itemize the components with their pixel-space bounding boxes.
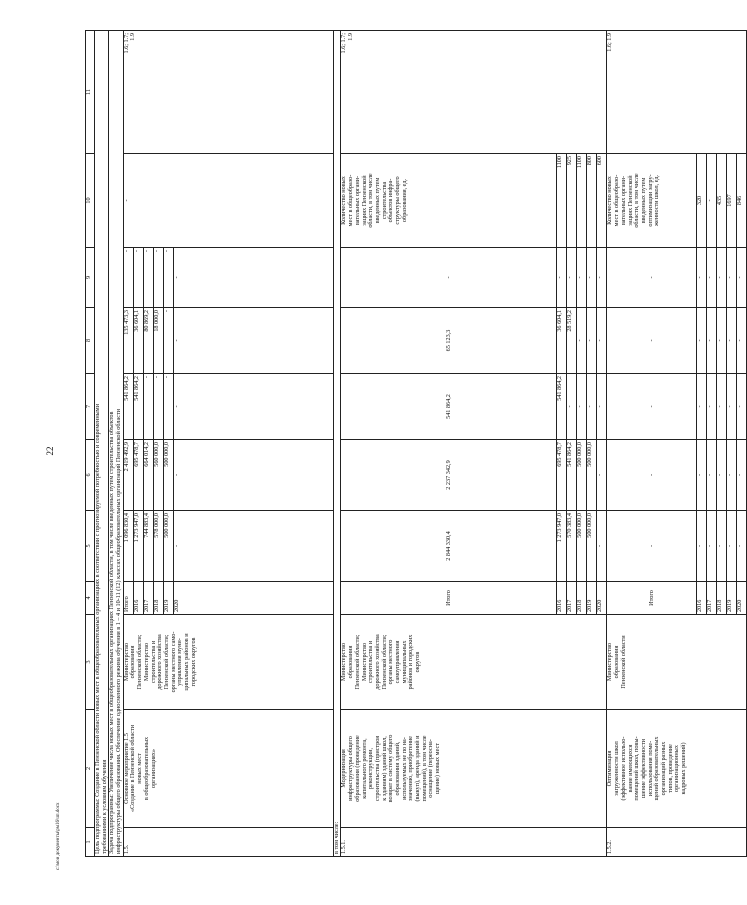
year-cell: 2016: [697, 582, 707, 615]
value-cell: -: [163, 308, 173, 374]
value-cell: -: [577, 248, 587, 308]
indicator-refs: 1.6; 1.7; 1.9: [341, 31, 607, 154]
value-cell: 135 473,3: [123, 308, 133, 374]
row-number: 1.5.2.: [607, 828, 747, 857]
table-row: [341, 31, 557, 857]
responsible-executor: Министерство образования Пензенской области; Министерство строительства и дорожного хозяйства Пензенской области; органы местного само- управления муни- ципальных районов и городских округов: [123, 615, 333, 710]
value-cell: 2 237 342,9: [341, 440, 557, 511]
indicator-value: 435: [717, 154, 727, 248]
indicator-value: 800: [587, 154, 597, 248]
value-cell: -: [587, 308, 597, 374]
value-cell: -: [737, 511, 747, 582]
value-cell: 560 000,0: [153, 440, 163, 511]
value-cell: -: [153, 248, 163, 308]
value-cell: -: [587, 248, 597, 308]
value-cell: 541 864,2: [133, 374, 143, 440]
value-cell: -: [597, 440, 607, 511]
value-cell: -: [173, 374, 333, 440]
value-cell: -: [153, 374, 163, 440]
value-cell: -: [173, 308, 333, 374]
measure-name: Основное мероприятие 1.5 «Создание в Пензенской области новых мест в общеобразовательных организациях»: [123, 710, 333, 828]
value-cell: -: [697, 374, 707, 440]
value-cell: -: [567, 248, 577, 308]
col-header-8: 8: [86, 308, 95, 374]
value-cell: -: [707, 308, 717, 374]
value-cell: 541 864,2: [341, 374, 557, 440]
row-number: 1.5.: [123, 828, 333, 857]
value-cell: 570 383,4: [567, 511, 577, 582]
value-cell: 1 096 830,4: [123, 511, 133, 582]
value-cell: 65 123,3: [341, 308, 557, 374]
col-header-6: 6: [86, 440, 95, 511]
task-row: [109, 31, 123, 857]
value-cell: -: [707, 248, 717, 308]
value-cell: -: [697, 511, 707, 582]
value-cell: -: [587, 374, 597, 440]
value-cell: -: [717, 248, 727, 308]
year-cell: 2019: [163, 582, 173, 615]
col-header-5: 5: [86, 511, 95, 582]
measure-name: Оптимизация загруженности школ (эффективное использо- вание имеющихся помещений школ, повы- шение эффективности использования поме- щений образовательных организаций разных типов, проведение организационных кадровых решений): [607, 710, 747, 828]
table-row: [607, 31, 697, 857]
value-cell: -: [727, 248, 737, 308]
indicator-value: -: [707, 154, 717, 248]
value-cell: 664 014,2: [143, 440, 153, 511]
value-cell: 36 604,1: [133, 308, 143, 374]
indicator-value: 846: [737, 154, 747, 248]
value-cell: -: [707, 374, 717, 440]
value-cell: 500 000,0: [163, 511, 173, 582]
measure-name: Модернизация инфраструктуры общего образования (проведение капитального ремонта, реконструкции, строительства (пристроя к зданиям) зданий школ, возврат в систему общего образования зданий, используемых не по на- значению, приобретение (выкуп), аренда зданий и помещений), в том числе оснащение (переосна- щение) новых мест: [341, 710, 607, 828]
value-cell: 2 844 330,4: [341, 511, 557, 582]
col-header-9: 9: [86, 248, 95, 308]
year-cell: 2016: [133, 582, 143, 615]
indicator-description: Количество новых мест в общеобразо- вательных органи- зациях Пензенской области, в том числе введенных путем строительства объектов инфра- структуры общего образования, ед.: [341, 154, 557, 248]
value-cell: -: [727, 511, 737, 582]
indicator-value: 1100: [557, 154, 567, 248]
value-cell: 500 000,0: [577, 511, 587, 582]
value-cell: -: [607, 440, 697, 511]
col-header-7: 7: [86, 374, 95, 440]
indicator-refs: 1.6; 1.9: [607, 31, 747, 154]
value-cell: -: [727, 374, 737, 440]
year-cell: 2020: [737, 582, 747, 615]
year-cell: Итого: [123, 582, 133, 615]
col-header-3: 3: [86, 615, 95, 710]
value-cell: -: [607, 308, 697, 374]
in-total-row: [333, 31, 341, 857]
value-cell: 541 864,2: [567, 440, 577, 511]
col-header-1: 1: [86, 828, 95, 857]
value-cell: -: [173, 440, 333, 511]
value-cell: -: [727, 308, 737, 374]
value-cell: 578 000,0: [153, 511, 163, 582]
value-cell: -: [737, 374, 747, 440]
total-label: Итого: [607, 582, 697, 615]
row-number: 1.5.1.: [341, 828, 607, 857]
file-path-footer: c:\мои документы\рм16\чп.docx: [56, 802, 61, 870]
total-label: Итого: [341, 582, 557, 615]
indicator-value: 320: [697, 154, 707, 248]
year-cell: 2017: [143, 582, 153, 615]
value-cell: -: [567, 374, 577, 440]
value-cell: -: [143, 248, 153, 308]
value-cell: -: [737, 248, 747, 308]
value-cell: -: [173, 511, 333, 582]
col-header-10: 10: [86, 154, 95, 248]
value-cell: -: [597, 308, 607, 374]
value-cell: 500 000,0: [163, 440, 173, 511]
goal-text-line-1: Цель подпрограммы: Создание в Пензенской области новых мест в общеобразовательных организациях в соответствии с прогнозируемой потребностью и современными: [94, 403, 101, 854]
value-cell: -: [143, 374, 153, 440]
value-cell: 500 000,0: [587, 511, 597, 582]
goal-row: [95, 31, 109, 857]
year-cell: 2019: [727, 582, 737, 615]
indicator-value: 1100: [577, 154, 587, 248]
value-cell: 28 519,2: [567, 308, 577, 374]
year-cell: 2017: [707, 582, 717, 615]
value-cell: -: [597, 511, 607, 582]
responsible-executor: Министерство образования Пензенской области: [607, 615, 747, 710]
value-cell: -: [717, 440, 727, 511]
value-cell: 36 604,1: [557, 308, 567, 374]
indicator-cell: -: [123, 154, 333, 248]
value-cell: -: [717, 511, 727, 582]
year-cell: 2020: [597, 582, 607, 615]
indicator-description: Количество новых мест в общеобразо- вательных органи- зациях Пензенской области, в том числе введенных путем оптимизации загру- женности школ, ед.: [607, 154, 697, 248]
value-cell: 695 478,7: [557, 440, 567, 511]
year-cell: 2018: [577, 582, 587, 615]
value-cell: 541 864,2: [557, 374, 567, 440]
year-cell: 2017: [567, 582, 577, 615]
value-cell: -: [597, 248, 607, 308]
value-cell: -: [707, 440, 717, 511]
value-cell: 541 864,2: [123, 374, 133, 440]
goal-text-line-2: требованиями к условиям обучения: [100, 759, 108, 854]
value-cell: 2 419 492,9: [123, 440, 133, 511]
indicator-refs: 1.6; 1.7; 1.9: [123, 31, 333, 154]
value-cell: -: [607, 374, 697, 440]
indicator-value: 600: [597, 154, 607, 248]
value-cell: -: [717, 374, 727, 440]
in-total-label: в том числе:: [333, 31, 341, 857]
value-cell: -: [163, 374, 173, 440]
table-row: [123, 31, 133, 857]
page-number: 22: [45, 446, 55, 456]
value-cell: -: [163, 248, 173, 308]
rotated-table-page: [85, 31, 744, 857]
value-cell: -: [727, 440, 737, 511]
value-cell: -: [597, 374, 607, 440]
value-cell: -: [737, 440, 747, 511]
value-cell: 1 273 947,0: [133, 511, 143, 582]
year-cell: 2019: [587, 582, 597, 615]
value-cell: 695 478,7: [133, 440, 143, 511]
value-cell: 500 000,0: [577, 440, 587, 511]
task-text-line-1: Задача подпрограммы: Увеличение числа новых мест в общеобразовательных организациях Пензенской области, в том числе введенных путем строительства объектов: [108, 411, 116, 854]
value-cell: 744 883,4: [143, 511, 153, 582]
value-cell: -: [707, 511, 717, 582]
value-cell: 500 000,0: [587, 440, 597, 511]
year-cell: 2016: [557, 582, 567, 615]
col-header-2: 2: [86, 710, 95, 828]
value-cell: -: [717, 308, 727, 374]
value-cell: -: [577, 374, 587, 440]
year-cell: 2018: [153, 582, 163, 615]
year-cell: 2020: [173, 582, 333, 615]
value-cell: -: [697, 248, 707, 308]
program-measures-table: [85, 30, 747, 857]
value-cell: -: [607, 511, 697, 582]
value-cell: 80 869,2: [143, 308, 153, 374]
value-cell: 18 000,0: [153, 308, 163, 374]
value-cell: -: [737, 308, 747, 374]
value-cell: -: [697, 440, 707, 511]
value-cell: -: [133, 248, 143, 308]
value-cell: -: [341, 248, 557, 308]
col-header-4: 4: [86, 582, 95, 615]
value-cell: 1 273 947,0: [557, 511, 567, 582]
col-header-11: 11: [86, 31, 95, 154]
value-cell: -: [557, 248, 567, 308]
responsible-executor: Министерство образования Пензенской области; Министерство строительства и дорожного хозяйства Пензенской области; органы местного самоуправления муниципальных районов и городских округов: [341, 615, 607, 710]
value-cell: -: [173, 248, 333, 308]
task-text-line-2: инфраструктуры общего образования. Обеспечение односменного режима обучения в 1 – 4 и 10-11 (12) классах общеобразовательных организаций Пензенской области: [115, 409, 123, 854]
value-cell: -: [697, 308, 707, 374]
year-cell: 2018: [717, 582, 727, 615]
value-cell: -: [607, 248, 697, 308]
indicator-value: 925: [567, 154, 577, 248]
value-cell: -: [577, 308, 587, 374]
value-cell: -: [123, 248, 133, 308]
indicator-value: 1697: [727, 154, 737, 248]
